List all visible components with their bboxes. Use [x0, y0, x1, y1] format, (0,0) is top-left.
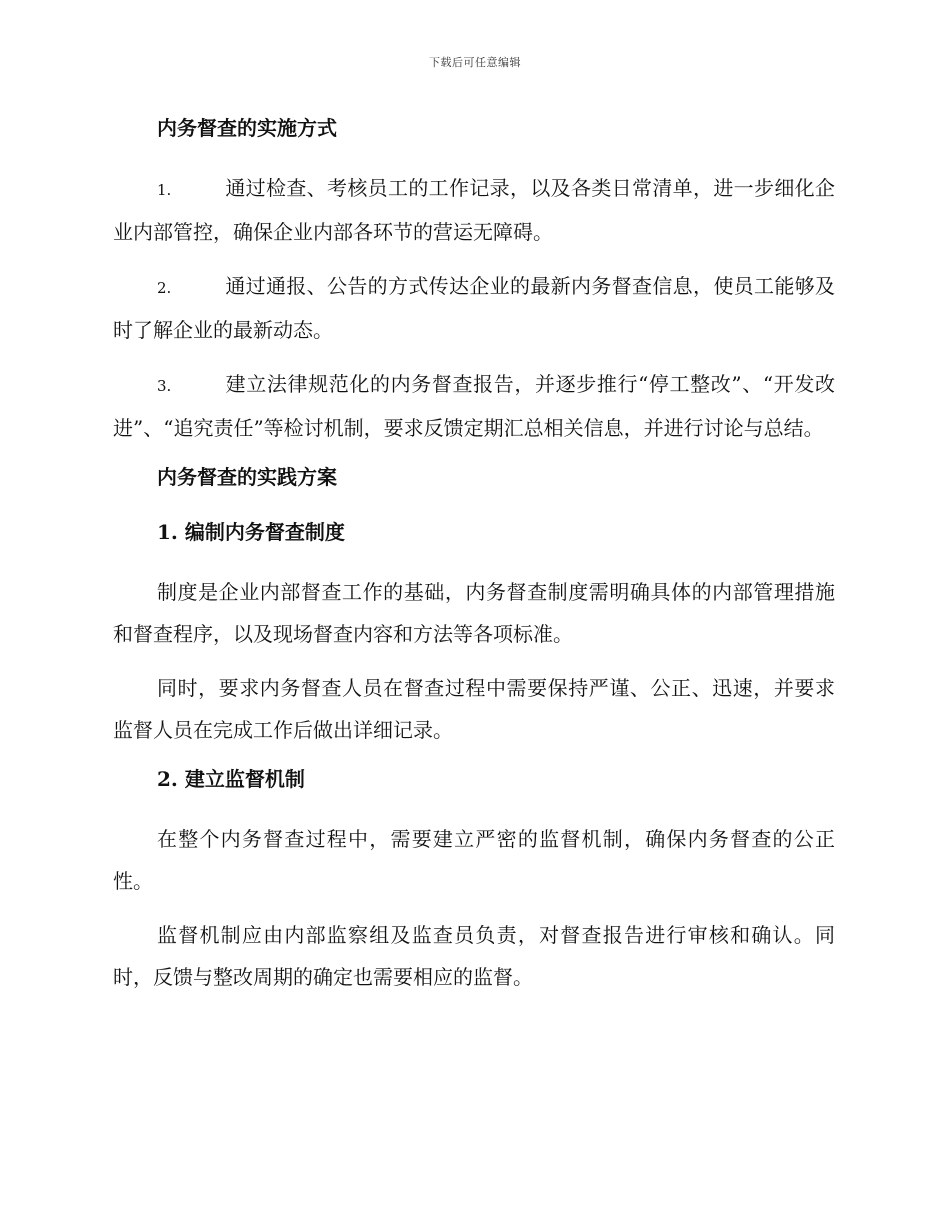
- method-item-2: [113, 265, 835, 351]
- method-text: 建立法律规范化的内务督查报告，并逐步推行“停工整改”、“开发改进”、“追究责任”等检讨机制，要求反馈定期汇总相关信息，并进行讨论与总结。: [113, 372, 835, 440]
- paragraph: 在整个内务督查过程中，需要建立严密的监督机制，确保内务督查的公正性。: [113, 827, 835, 893]
- heading-plan: 内务督查的实践方案: [157, 465, 337, 489]
- paragraph: 制度是企业内部督查工作的基础，内务督查制度需明确具体的内部管理措施和督查程序，以及现场督查内容和方法等各项标准。: [113, 580, 835, 646]
- method-number: 3.: [157, 377, 172, 395]
- paragraph: 监督机制应由内部监察组及监查员负责，对督查报告进行审核和确认。同时，反馈与整改周期的确定也需要相应的监督。: [113, 923, 835, 989]
- method-text: 通过通报、公告的方式传达企业的最新内务督查信息，使员工能够及时了解企业的最新动态。: [113, 274, 835, 342]
- paragraph: 同时，要求内务督查人员在督查过程中需要保持严谨、公正、迅速，并要求监督人员在完成工作后做出详细记录。: [113, 676, 835, 742]
- heading-methods: 内务督查的实施方式: [157, 116, 337, 140]
- document-body: [113, 112, 835, 1010]
- method-item-1: [113, 167, 835, 253]
- subheading-1: 1. 编制内务督查制度: [157, 520, 345, 544]
- page-header: 下载后可任意编辑: [429, 56, 521, 69]
- method-item-3: [113, 363, 835, 449]
- method-number: 1.: [157, 181, 172, 199]
- method-number: 2.: [157, 279, 172, 297]
- method-text: 通过检查、考核员工的工作记录，以及各类日常清单，进一步细化企业内部管控，确保企业内部各环节的营运无障碍。: [113, 176, 835, 244]
- subheading-2: 2. 建立监督机制: [157, 767, 305, 791]
